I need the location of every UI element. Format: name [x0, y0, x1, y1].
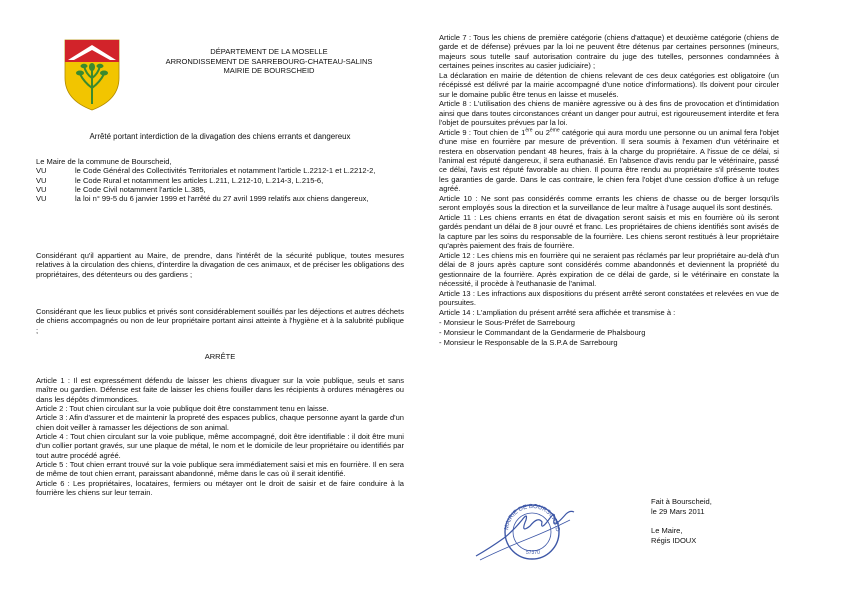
vu-label: VU: [36, 166, 47, 176]
articles-left: [36, 376, 404, 497]
vu-text: la loi n° 99-5 du 6 janvier 1999 et l'arrêté du 27 avril 1999 relatifs aux chiens dangereux,: [75, 194, 369, 204]
article-11: Article 11 : Les chiens errants en état de divagation seront saisis et mis en fourrière où ils seront gardés pendant un délai de 8 jour ouvré et franc. Les propriétaires de chiens identifiés sont avisés de la capture par les soins du responsable de la fourrière. Les chiens seront restitués à leur propriétaire qu'après paiement des frais de fourrière.: [439, 213, 779, 251]
article-7-declaration: La déclaration en mairie de détention de chiens relevant de ces deux catégories est obligatoire (un récépissé est délivré par la mairie accompagné d'une notice d'informations). Ils doivent pour circuler sur le domaine public être tenus en laisse et muselés.: [439, 70, 779, 99]
article-9-mid: ou 2: [532, 127, 550, 137]
signature-role: Le Maire,: [651, 526, 683, 536]
signature-place: Fait à Bourscheid,: [651, 497, 712, 506]
article-1: Article 1 : Il est expressément défendu de laisser les chiens divaguer sur la voie publique, seuls et sans maître ou gardien. Défense est faite de laisser les chiens fouiller dans les récipients à ordures ménagères ou dans les dépôts d'immondices.: [36, 376, 404, 404]
considerant-1: Considérant qu'il appartient au Maire, de prendre, dans l'intérêt de la sécurité publique, toutes mesures relatives à la circulation des chiens, d'interdire la divagation de ces animaux, et de préciser les obligations des propriétaires, des détenteurs ou des gardiens ;: [36, 251, 404, 279]
article-10: Article 10 : Ne sont pas considérés comme errants les chiens de chasse ou de berger lorsqu'ils seront employés sous la direction et la surveillance de leur maître à l'usage auquel ils sont destinés.: [439, 193, 779, 213]
vu-label: VU: [36, 185, 47, 195]
vu-text: le Code Civil notamment l'article L.385,: [75, 185, 206, 195]
vu-item: [36, 185, 404, 194]
article-14: Article 14 : L'ampliation du présent arrêté sera affichée et transmise à :: [439, 307, 676, 317]
vu-item: [36, 176, 404, 185]
coat-of-arms-logo: [62, 38, 122, 112]
document-header: [118, 47, 420, 76]
header-arrondissement: ARRONDISSEMENT DE SARREBOURG-CHATEAU-SALINS: [165, 56, 373, 66]
intro-section: [36, 157, 404, 204]
stamp-code: 57370: [526, 550, 540, 556]
article-2: Article 2 : Tout chien circulant sur la voie publique doit être constamment tenu en laisse.: [36, 404, 329, 414]
article-9-rest: catégorie qui aura mordu une personne ou un animal fera l'objet d'une mise en fourrière par mesure de prévention. Il sera soumis à l'examen d'un vétérinaire et restera en observation pendant 48 heures, frais à la charge du propriétaire. A l'issue de ce délai, si l'animal est réputé dangereux, il sera euthanasié. En l'absence d'avis rendu par le vétérinaire, passé ce délai, l'avis est réputé favorable au chien. Il pourra être rendu au propriétaire s'il présente toutes les garanties de garde. Dans le cas contraire, le chien fera l'objet d'une cession d'office à un refuge agréé.: [439, 127, 779, 193]
article-9-sup-2: ème: [549, 127, 560, 134]
arrete-heading: ARRÊTE: [204, 352, 236, 361]
vu-text: le Code Général des Collectivités Territoriales et notamment l'article L.2212-1 et L.2212-2,: [75, 166, 376, 176]
recipient-item: - Monsieur le Sous-Préfet de Sarrebourg: [439, 317, 575, 327]
article-9-sup-1: ère: [525, 127, 533, 134]
vu-text: le Code Rural et notamment les articles L.211, L.212-10, L.214-3, L.215-6,: [75, 175, 324, 185]
article-7: Article 7 : Tous les chiens de première catégorie (chiens d'attaque) et deuxième catégorie (chiens de garde et de défense) prévues par la loi ne peuvent être détenus par certaines personnes (mineurs, majeurs sous tutelle sauf autorisation contraire du juge des tutelles, personnes condamnées à certaines peines inscrites au casier judiciaire) ;: [439, 33, 779, 71]
article-12: Article 12 : Les chiens mis en fourrière qui ne seraient pas réclamés par leur propriétaire au-delà d'un délai de 8 jours après capture sont considérés comme abandonnés et deviennent la propriété du gestionnaire de la fourrière. Après expiration de ce délai de garde, si le vétérinaire en constate la nécessité, il procède à l'euthanasie de l'animal.: [439, 250, 779, 288]
vu-item: [36, 194, 404, 203]
article-9-start: Article 9 : Tout chien de 1: [439, 127, 526, 137]
signature-name: Régis IDOUX: [651, 535, 697, 545]
articles-right: [439, 33, 779, 347]
header-department: DÉPARTEMENT DE LA MOSELLE: [210, 47, 328, 56]
article-6: Article 6 : Les propriétaires, locataires, fermiers ou métayer ont le droit de saisir et de faire conduire à la fourrière les chiens sur leur terrain.: [36, 478, 404, 498]
vu-item: [36, 166, 404, 175]
article-13: Article 13 : Les infractions aux dispositions du présent arrêté seront constatées et relevées en vue de poursuites.: [439, 288, 779, 308]
recipient-item: - Monsieur le Responsable de la S.P.A de Sarrebourg: [439, 337, 618, 347]
vu-label: VU: [36, 194, 47, 204]
signature-date: le 29 Mars 2011: [651, 506, 705, 516]
intro-mayor-line: Le Maire de la commune de Bourscheid,: [36, 157, 172, 166]
recipient-item: - Monsieur le Commandant de la Gendarmerie de Phalsbourg: [439, 327, 646, 337]
header-mairie: MAIRIE DE BOURSCHEID: [223, 66, 315, 76]
mayor-stamp-signature: [470, 490, 580, 562]
considerant-2: Considérant que les lieux publics et privés sont considérablement souillés par les déjections et autres déchets de chiens accompagnés ou non de leur propriétaire portant ainsi atteinte à l'hygiène et à la salubrité publique ;: [36, 307, 404, 335]
article-3: Article 3 : Afin d'assurer et de maintenir la propreté des espaces publics, chaque personne ayant la garde d'un chien doit veiller à ramasser les déjections de son animal.: [36, 413, 404, 432]
stamp-text: MAIRIE DE BOURSCHEID: [504, 503, 561, 532]
article-5: Article 5 : Tout chien errant trouvé sur la voie publique sera immédiatement saisi et mis en fourrière. Il en sera de même de tout chien errant, paraissant abandonné, même dans le cas où il serait identifié.: [36, 460, 404, 479]
document-title: Arrêté portant interdiction de la divagation des chiens errants et dangereux: [89, 132, 351, 141]
article-4: Article 4 : Tout chien circulant sur la voie publique, même accompagné, doit être identifiable : il doit être muni d'un collier portant gravés, sur une plaque de métal, le nom et le domicile de leur propriétaire ou identifiés par tout autre procédé agréé.: [36, 432, 404, 460]
signature-block: [651, 497, 712, 545]
article-8: Article 8 : L'utilisation des chiens de manière agressive ou à des fins de provocation et d'intimidation ainsi que dans toutes circonstances créant un danger pour autrui, est rigoureusement interdite et fera l'objet de poursuites prévues par la loi.: [439, 99, 779, 128]
article-9: [439, 128, 779, 193]
svg-text:MAIRIE DE BOURSCHEID: [504, 504, 560, 533]
vu-label: VU: [36, 175, 47, 185]
